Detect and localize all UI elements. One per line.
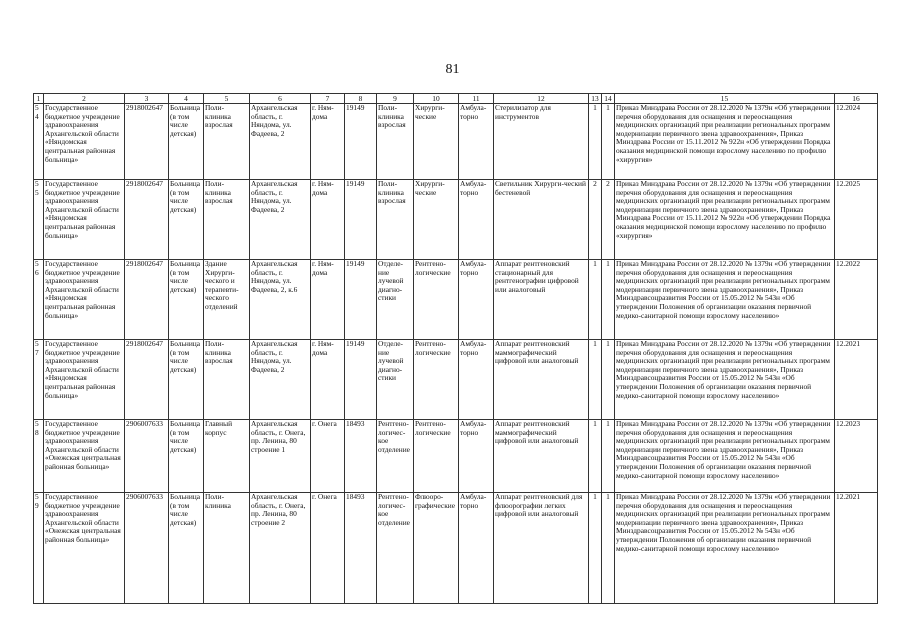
facility-type: Больница (в том числе детская) [169,104,204,180]
equipment-name: Светильник Хирурги-ческий бестеневой [494,180,589,260]
organization-name: Государственное бюджетное учреждение здравоохранения Архангельской области «Онежская центральная районная больница» [44,420,125,493]
table-row [34,104,878,180]
column-number: 3 [125,94,169,104]
care-form: Амбула-торно [459,260,494,340]
page-number: 81 [445,62,460,77]
inn-code: 2918002647 [125,340,169,420]
column-number: 8 [345,94,377,104]
column-number: 12 [494,94,589,104]
address: Архангельская область, г. Няндома, ул. Фадеева, 2 [250,180,311,260]
column-number: 10 [414,94,459,104]
column-number: 2 [44,94,125,104]
department: Отделе-ние лучевой диагно-стики [377,260,414,340]
row-number: 54 [34,104,44,180]
column-number: 1 [34,94,44,104]
table-row [34,420,878,493]
quantity-total: 1 [602,493,615,604]
column-number: 15 [615,94,835,104]
address: Архангельская область, г. Няндома, ул. Фадеева, 2 [250,104,311,180]
quantity: 1 [589,260,602,340]
column-number: 13 [589,94,602,104]
column-number: 11 [459,94,494,104]
address: Архангельская область, г. Няндома, ул. Фадеева, 2 [250,340,311,420]
facility-type: Больница (в том числе детская) [169,493,204,604]
legal-basis: Приказ Минздрава России от 28.12.2020 № 1379н «Об утверждении перечня оборудования для оснащения и переоснащения медицинских организаций при реализации региональных программ модернизации первичного звена здравоохранения», Приказ Минздравсоцразвития России от 15.05.2012 № 543н «Об утверждении Положения об организации оказания первичной медико-санитарной помощи взрослому населению» [615,260,835,340]
due-date: 12.2024 [835,104,878,180]
care-form: Амбула-торно [459,180,494,260]
facility-code: 18493 [345,493,377,604]
quantity-total: 1 [602,340,615,420]
quantity-total: 1 [602,104,615,180]
care-form: Амбула-торно [459,104,494,180]
building-unit: Поли-клиника взрослая [204,104,250,180]
city: г. Онега [311,420,345,493]
legal-basis: Приказ Минздрава России от 28.12.2020 № 1379н «Об утверждении перечня оборудования для оснащения и переоснащения медицинских организаций при реализации региональных программ модернизации первичного звена здравоохранения», Приказ Минздравсоцразвития России от 15.05.2012 № 543н «Об утверждении Положения об организации оказания первичной медико-санитарной помощи взрослому населению» [615,340,835,420]
row-number: 56 [34,260,44,340]
facility-type: Больница (в том числе детская) [169,420,204,493]
table-row [34,493,878,604]
care-profile: Рентгено-логические [414,260,459,340]
quantity-total: 1 [602,260,615,340]
department: Отделе-ние лучевой диагно-стики [377,340,414,420]
quantity: 2 [589,180,602,260]
facility-code: 18493 [345,420,377,493]
care-form: Амбула-торно [459,420,494,493]
quantity-total: 2 [602,180,615,260]
care-profile: Флюоро-графические [414,493,459,604]
facility-type: Больница (в том числе детская) [169,340,204,420]
inn-code: 2918002647 [125,104,169,180]
column-number: 16 [835,94,878,104]
due-date: 12.2023 [835,420,878,493]
due-date: 12.2025 [835,180,878,260]
quantity: 1 [589,104,602,180]
organization-name: Государственное бюджетное учреждение здравоохранения Архангельской области «Няндомская центральная районная больница» [44,180,125,260]
column-number: 14 [602,94,615,104]
equipment-name: Аппарат рентгеновский маммографический цифровой или аналоговый [494,420,589,493]
inn-code: 2918002647 [125,260,169,340]
inn-code: 2906007633 [125,493,169,604]
quantity: 1 [589,340,602,420]
address: Архангельская область, г. Онега, пр. Ленина, 80 строение 1 [250,420,311,493]
care-form: Амбула-торно [459,340,494,420]
city: г. Ням-дома [311,180,345,260]
facility-code: 19149 [345,180,377,260]
due-date: 12.2021 [835,493,878,604]
due-date: 12.2022 [835,260,878,340]
city: г. Ням-дома [311,340,345,420]
table-row [34,180,878,260]
care-profile: Хирурги-ческие [414,180,459,260]
building-unit: Поли-клиника взрослая [204,340,250,420]
care-form: Амбула-торно [459,493,494,604]
building-unit: Главный корпус [204,420,250,493]
care-profile: Хирурги-ческие [414,104,459,180]
column-number: 9 [377,94,414,104]
city: г. Ням-дома [311,104,345,180]
column-number: 4 [169,94,204,104]
legal-basis: Приказ Минздрава России от 28.12.2020 № 1379н «Об утверждении перечня оборудования для оснащения и переоснащения медицинских организаций при реализации региональных программ модернизации первичного звена здравоохранения», Приказ Минздрава России от 15.11.2012 № 922н «Об утверждении Порядка оказания медицинской помощи взрослому населению по профилю «хирургия» [615,104,835,180]
quantity: 1 [589,493,602,604]
equipment-name: Аппарат рентгеновский стационарный для рентгенографии цифровой или аналоговый [494,260,589,340]
legal-basis: Приказ Минздрава России от 28.12.2020 № 1379н «Об утверждении перечня оборудования для оснащения и переоснащения медицинских организаций при реализации региональных программ модернизации первичного звена здравоохранения», Приказ Минздравсоцразвития России от 15.05.2012 № 543н «Об утверждении Положения об организации оказания первичной медико-санитарной помощи взрослому населению» [615,493,835,604]
column-number: 5 [204,94,250,104]
city: г. Ням-дома [311,260,345,340]
table-row [34,340,878,420]
equipment-name: Аппарат рентгеновский для флюорографии легких цифровой или аналоговый [494,493,589,604]
department: Рентгено-логичес-кое отделение [377,493,414,604]
organization-name: Государственное бюджетное учреждение здравоохранения Архангельской области «Няндомская центральная районная больница» [44,340,125,420]
row-number: 55 [34,180,44,260]
due-date: 12.2021 [835,340,878,420]
equipment-table [33,93,878,604]
inn-code: 2918002647 [125,180,169,260]
care-profile: Рентгено-логические [414,340,459,420]
facility-code: 19149 [345,260,377,340]
row-number: 59 [34,493,44,604]
care-profile: Рентгено-логические [414,420,459,493]
building-unit: Поли-клиника взрослая [204,180,250,260]
address: Архангельская область, г. Няндома, ул. Фадеева, 2, к.6 [250,260,311,340]
row-number: 57 [34,340,44,420]
inn-code: 2906007633 [125,420,169,493]
city: г. Онега [311,493,345,604]
department: Поли-клиника взрослая [377,180,414,260]
building-unit: Здание Хирурги-ческого и терапевти-ческого отделений [204,260,250,340]
column-number-row [34,94,878,104]
legal-basis: Приказ Минздрава России от 28.12.2020 № 1379н «Об утверждении перечня оборудования для оснащения и переоснащения медицинских организаций при реализации региональных программ модернизации первичного звена здравоохранения», Приказ Минздравсоцразвития России от 15.05.2012 № 543н «Об утверждении Положения об организации оказания первичной медико-санитарной помощи взрослому населению» [615,420,835,493]
facility-code: 19149 [345,104,377,180]
table-row [34,260,878,340]
address: Архангельская область, г. Онега, пр. Ленина, 80 строение 2 [250,493,311,604]
equipment-name: Аппарат рентгеновский маммографический цифровой или аналоговый [494,340,589,420]
column-number: 6 [250,94,311,104]
building-unit: Поли-клиника [204,493,250,604]
organization-name: Государственное бюджетное учреждение здравоохранения Архангельской области «Няндомская центральная районная больница» [44,104,125,180]
facility-type: Больница (в том числе детская) [169,260,204,340]
department: Поли-клиника взрослая [377,104,414,180]
facility-type: Больница (в том числе детская) [169,180,204,260]
quantity-total: 1 [602,420,615,493]
organization-name: Государственное бюджетное учреждение здравоохранения Архангельской области «Онежская центральная районная больница» [44,493,125,604]
legal-basis: Приказ Минздрава России от 28.12.2020 № 1379н «Об утверждении перечня оборудования для оснащения и переоснащения медицинских организаций при реализации региональных программ модернизации первичного звена здравоохранения», Приказ Минздрава России от 15.11.2012 № 922н «Об утверждении Порядка оказания медицинской помощи взрослому населению по профилю «хирургия» [615,180,835,260]
equipment-name: Стерилизатор для инструментов [494,104,589,180]
row-number: 58 [34,420,44,493]
quantity: 1 [589,420,602,493]
column-number: 7 [311,94,345,104]
organization-name: Государственное бюджетное учреждение здравоохранения Архангельской области «Няндомская центральная районная больница» [44,260,125,340]
facility-code: 19149 [345,340,377,420]
department: Рентгено-логичес-кое отделение [377,420,414,493]
